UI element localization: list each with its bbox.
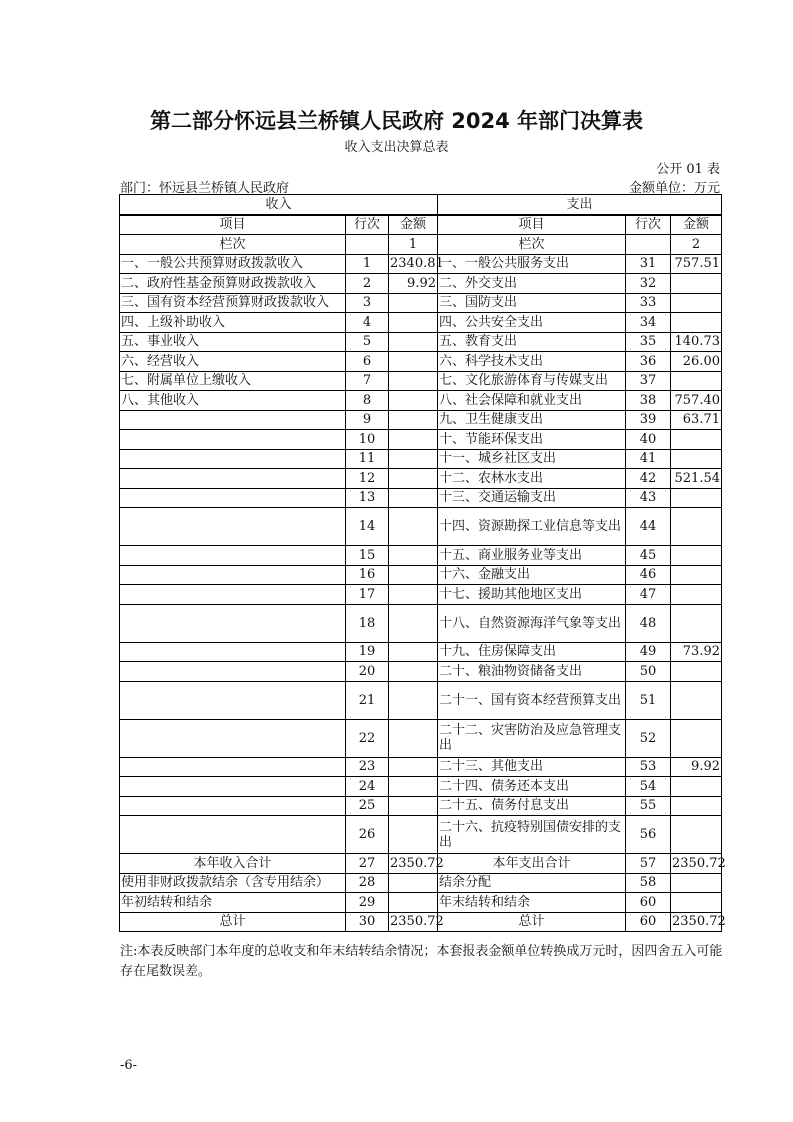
- income-item-cell: 一、一般公共预算财政拨款收入: [120, 254, 346, 274]
- income-amount-cell: [389, 430, 438, 450]
- expense-rowno-cell: 56: [626, 816, 671, 854]
- page-number: -6-: [120, 1058, 138, 1073]
- table-row: [120, 469, 722, 489]
- expense-item-cell: 十六、金融支出: [438, 565, 626, 585]
- form-number: 公开 01 表: [656, 162, 720, 177]
- table-row: [120, 430, 722, 450]
- expense-item-cell: 一、一般公共服务支出: [438, 254, 626, 274]
- income-amount-cell: [389, 469, 438, 489]
- income-rowno-cell: 23: [346, 757, 389, 777]
- expense-item-cell: 二十四、债务还本支出: [438, 777, 626, 797]
- expense-item-cell: 十二、农林水支出: [438, 469, 626, 489]
- expense-item-cell: 五、教育支出: [438, 332, 626, 352]
- expense-item-cell: 三、国防支出: [438, 293, 626, 313]
- expense-amount-cell: [671, 293, 722, 313]
- expense-item-cell: 十五、商业服务业等支出: [438, 546, 626, 566]
- section-header-row: [120, 195, 722, 215]
- income-rowno-cell: 25: [346, 796, 389, 816]
- income-amount-cell: [389, 410, 438, 430]
- income-amount-cell: [389, 332, 438, 352]
- income-amount-cell: [389, 681, 438, 719]
- income-item-cell: 六、经营收入: [120, 352, 346, 372]
- income-column-label: 栏次: [120, 235, 346, 255]
- expense-rowno-cell: 50: [626, 662, 671, 682]
- income-item-cell: [120, 430, 346, 450]
- expense-item-cell: 十、节能环保支出: [438, 430, 626, 450]
- table-row: [120, 912, 722, 932]
- expense-item-cell: 八、社会保障和就业支出: [438, 391, 626, 411]
- income-item-cell: 年初结转和结余: [120, 893, 346, 913]
- income-amount-cell: [389, 662, 438, 682]
- table-row: [120, 274, 722, 294]
- table-row: [120, 371, 722, 391]
- expense-rowno-cell: 35: [626, 332, 671, 352]
- expense-rowno-cell: 33: [626, 293, 671, 313]
- income-rowno-cell: 5: [346, 332, 389, 352]
- column-header-row: [120, 215, 722, 235]
- expense-item-cell: 十九、住房保障支出: [438, 642, 626, 662]
- income-rowno-cell: 24: [346, 777, 389, 797]
- expense-item-cell: 四、公共安全支出: [438, 313, 626, 333]
- income-item-cell: 八、其他收入: [120, 391, 346, 411]
- income-rowno-cell: 29: [346, 893, 389, 913]
- table-row: [120, 488, 722, 508]
- income-amount-cell: [389, 816, 438, 854]
- expense-amount-header: 金额: [671, 215, 722, 235]
- expense-amount-cell: 757.51: [671, 254, 722, 274]
- expense-rowno-cell: 44: [626, 508, 671, 546]
- income-item-cell: [120, 585, 346, 605]
- income-rowno-cell: 13: [346, 488, 389, 508]
- expense-rowno-cell: 58: [626, 873, 671, 893]
- income-item-cell: [120, 488, 346, 508]
- expense-amount-cell: [671, 371, 722, 391]
- expense-amount-cell: 2350.72: [671, 912, 722, 932]
- expense-amount-cell: [671, 274, 722, 294]
- income-rowno-cell: 28: [346, 873, 389, 893]
- income-item-cell: [120, 662, 346, 682]
- expense-rowno-cell: 45: [626, 546, 671, 566]
- income-rowno-cell: 11: [346, 449, 389, 469]
- expense-column-label: 栏次: [438, 235, 626, 255]
- expense-section-header: 支出: [438, 195, 722, 215]
- expense-amount-cell: [671, 681, 722, 719]
- expense-item-cell: 本年支出合计: [438, 854, 626, 874]
- expense-item-cell: 十三、交通运输支出: [438, 488, 626, 508]
- income-rowno-cell: 17: [346, 585, 389, 605]
- table-row: [120, 854, 722, 874]
- income-item-cell: [120, 469, 346, 489]
- expense-rowno-cell: 34: [626, 313, 671, 333]
- income-item-cell: [120, 410, 346, 430]
- income-item-cell: [120, 681, 346, 719]
- income-amount-cell: [389, 719, 438, 757]
- income-amount-cell: [389, 371, 438, 391]
- expense-rowno-cell: 38: [626, 391, 671, 411]
- income-rowno-cell: 22: [346, 719, 389, 757]
- income-column-blank: [346, 235, 389, 255]
- expense-amount-cell: [671, 604, 722, 642]
- income-item-cell: [120, 816, 346, 854]
- expense-amount-cell: [671, 816, 722, 854]
- income-amount-cell: [389, 546, 438, 566]
- expense-item-cell: 结余分配: [438, 873, 626, 893]
- page-title: 第二部分怀远县兰桥镇人民政府 2024 年部门决算表: [149, 109, 644, 133]
- expense-rowno-cell: 42: [626, 469, 671, 489]
- expense-rowno-cell: 41: [626, 449, 671, 469]
- income-item-cell: [120, 777, 346, 797]
- income-amount-cell: 9.92: [389, 274, 438, 294]
- expense-rowno-header: 行次: [626, 215, 671, 235]
- income-amount-cell: 2340.81: [389, 254, 438, 274]
- expense-item-cell: 九、卫生健康支出: [438, 410, 626, 430]
- expense-item-cell: 二十一、国有资本经营预算支出: [438, 681, 626, 719]
- income-item-cell: [120, 719, 346, 757]
- expense-amount-cell: 9.92: [671, 757, 722, 777]
- expense-rowno-cell: 43: [626, 488, 671, 508]
- expense-amount-cell: [671, 719, 722, 757]
- expense-item-cell: 七、文化旅游体育与传媒支出: [438, 371, 626, 391]
- expense-rowno-cell: 48: [626, 604, 671, 642]
- expense-rowno-cell: 55: [626, 796, 671, 816]
- income-item-cell: 七、附属单位上缴收入: [120, 371, 346, 391]
- expense-amount-cell: [671, 565, 722, 585]
- expense-amount-cell: 521.54: [671, 469, 722, 489]
- expense-item-cell: 二十六、抗疫特别国债安排的支出: [438, 816, 626, 854]
- income-amount-cell: [389, 873, 438, 893]
- income-amount-cell: [389, 642, 438, 662]
- table-row: [120, 642, 722, 662]
- income-amount-cell: [389, 585, 438, 605]
- expense-item-cell: 六、科学技术支出: [438, 352, 626, 372]
- income-item-cell: [120, 449, 346, 469]
- income-item-cell: 总计: [120, 912, 346, 932]
- department-label: 部门：怀远县兰桥镇人民政府: [120, 181, 290, 196]
- table-subtitle: 收入支出决算总表: [344, 140, 449, 155]
- expense-rowno-cell: 57: [626, 854, 671, 874]
- table-row: [120, 391, 722, 411]
- expense-rowno-cell: 52: [626, 719, 671, 757]
- expense-item-cell: 二十三、其他支出: [438, 757, 626, 777]
- income-amount-cell: [389, 757, 438, 777]
- expense-item-cell: 十四、资源勘探工业信息等支出: [438, 508, 626, 546]
- table-row: [120, 757, 722, 777]
- table-row: [120, 546, 722, 566]
- expense-rowno-cell: 60: [626, 912, 671, 932]
- income-column-index: 1: [389, 235, 438, 255]
- expense-item-cell: 二十二、灾害防治及应急管理支出: [438, 719, 626, 757]
- expense-amount-cell: [671, 488, 722, 508]
- expense-column-blank: [626, 235, 671, 255]
- table-row: [120, 352, 722, 372]
- expense-amount-cell: 757.40: [671, 391, 722, 411]
- income-item-cell: 三、国有资本经营预算财政拨款收入: [120, 293, 346, 313]
- expense-item-cell: 二十、粮油物资储备支出: [438, 662, 626, 682]
- table-row: [120, 332, 722, 352]
- income-rowno-cell: 8: [346, 391, 389, 411]
- expense-amount-cell: [671, 585, 722, 605]
- expense-amount-cell: 63.71: [671, 410, 722, 430]
- expense-item-cell: 二、外交支出: [438, 274, 626, 294]
- footnote: 注:本表反映部门本年度的总收支和年末结转结余情况；本套报表金额单位转换成万元时，因四舍五入可能存在尾数误差。: [120, 944, 723, 979]
- income-amount-cell: [389, 293, 438, 313]
- income-amount-cell: [389, 352, 438, 372]
- income-rowno-cell: 19: [346, 642, 389, 662]
- income-amount-cell: [389, 604, 438, 642]
- income-rowno-cell: 10: [346, 430, 389, 450]
- income-amount-cell: [389, 893, 438, 913]
- expense-amount-cell: [671, 449, 722, 469]
- expense-rowno-cell: 37: [626, 371, 671, 391]
- expense-amount-cell: [671, 796, 722, 816]
- expense-amount-cell: 26.00: [671, 352, 722, 372]
- table-row: [120, 449, 722, 469]
- income-rowno-cell: 20: [346, 662, 389, 682]
- expense-rowno-cell: 40: [626, 430, 671, 450]
- income-item-cell: 四、上级补助收入: [120, 313, 346, 333]
- income-amount-cell: [389, 565, 438, 585]
- expense-rowno-cell: 54: [626, 777, 671, 797]
- income-amount-header: 金额: [389, 215, 438, 235]
- table-row: [120, 816, 722, 854]
- income-amount-cell: [389, 313, 438, 333]
- expense-rowno-cell: 32: [626, 274, 671, 294]
- income-item-cell: 五、事业收入: [120, 332, 346, 352]
- income-amount-cell: [389, 449, 438, 469]
- expense-rowno-cell: 49: [626, 642, 671, 662]
- income-item-cell: 使用非财政拨款结余（含专用结余）: [120, 873, 346, 893]
- income-rowno-cell: 18: [346, 604, 389, 642]
- table-row: [120, 410, 722, 430]
- income-item-cell: [120, 642, 346, 662]
- expense-item-cell: 年末结转和结余: [438, 893, 626, 913]
- expense-amount-cell: [671, 893, 722, 913]
- expense-amount-cell: 2350.72: [671, 854, 722, 874]
- income-rowno-cell: 14: [346, 508, 389, 546]
- table-row: [120, 893, 722, 913]
- income-expense-table: [119, 194, 726, 932]
- table-row: [120, 565, 722, 585]
- income-item-cell: [120, 796, 346, 816]
- income-item-cell: [120, 565, 346, 585]
- income-item-cell: [120, 757, 346, 777]
- expense-amount-cell: [671, 430, 722, 450]
- expense-rowno-cell: 39: [626, 410, 671, 430]
- income-rowno-cell: 4: [346, 313, 389, 333]
- expense-column-index: 2: [671, 235, 722, 255]
- income-rowno-cell: 16: [346, 565, 389, 585]
- income-rowno-cell: 27: [346, 854, 389, 874]
- table-row: [120, 662, 722, 682]
- expense-rowno-cell: 36: [626, 352, 671, 372]
- income-item-cell: 二、政府性基金预算财政拨款收入: [120, 274, 346, 294]
- income-rowno-cell: 9: [346, 410, 389, 430]
- income-rowno-cell: 21: [346, 681, 389, 719]
- income-rowno-cell: 6: [346, 352, 389, 372]
- income-section-header: 收入: [120, 195, 438, 215]
- expense-rowno-cell: 60: [626, 893, 671, 913]
- expense-rowno-cell: 53: [626, 757, 671, 777]
- expense-rowno-cell: 51: [626, 681, 671, 719]
- income-item-header: 项目: [120, 215, 346, 235]
- table-row: [120, 313, 722, 333]
- expense-item-cell: 十七、援助其他地区支出: [438, 585, 626, 605]
- expense-amount-cell: [671, 313, 722, 333]
- column-index-row: [120, 235, 722, 255]
- income-rowno-cell: 26: [346, 816, 389, 854]
- expense-amount-cell: [671, 546, 722, 566]
- income-rowno-cell: 1: [346, 254, 389, 274]
- expense-amount-cell: 73.92: [671, 642, 722, 662]
- income-amount-cell: [389, 796, 438, 816]
- income-amount-cell: [389, 391, 438, 411]
- expense-item-cell: 二十五、债务付息支出: [438, 796, 626, 816]
- table-row: [120, 873, 722, 893]
- expense-rowno-cell: 47: [626, 585, 671, 605]
- income-rowno-cell: 7: [346, 371, 389, 391]
- expense-amount-cell: [671, 662, 722, 682]
- expense-item-cell: 十一、城乡社区支出: [438, 449, 626, 469]
- income-rowno-cell: 3: [346, 293, 389, 313]
- expense-item-cell: 十八、自然资源海洋气象等支出: [438, 604, 626, 642]
- table-row: [120, 293, 722, 313]
- expense-amount-cell: 140.73: [671, 332, 722, 352]
- income-amount-cell: [389, 508, 438, 546]
- income-amount-cell: 2350.72: [389, 854, 438, 874]
- expense-amount-cell: [671, 508, 722, 546]
- expense-rowno-cell: 31: [626, 254, 671, 274]
- expense-amount-cell: [671, 777, 722, 797]
- expense-amount-cell: [671, 873, 722, 893]
- income-amount-cell: [389, 777, 438, 797]
- income-rowno-cell: 15: [346, 546, 389, 566]
- income-amount-cell: 2350.72: [389, 912, 438, 932]
- income-item-cell: [120, 604, 346, 642]
- income-amount-cell: [389, 488, 438, 508]
- income-item-cell: 本年收入合计: [120, 854, 346, 874]
- income-rowno-header: 行次: [346, 215, 389, 235]
- table-row: [120, 254, 722, 274]
- amount-unit-label: 金额单位：万元: [628, 181, 720, 196]
- table-row: [120, 604, 722, 642]
- expense-item-header: 项目: [438, 215, 626, 235]
- income-rowno-cell: 2: [346, 274, 389, 294]
- income-rowno-cell: 12: [346, 469, 389, 489]
- table-row: [120, 585, 722, 605]
- expense-rowno-cell: 46: [626, 565, 671, 585]
- table-row: [120, 777, 722, 797]
- income-item-cell: [120, 546, 346, 566]
- table-row: [120, 508, 722, 546]
- expense-item-cell: 总计: [438, 912, 626, 932]
- table-row: [120, 719, 722, 757]
- table-row: [120, 681, 722, 719]
- income-rowno-cell: 30: [346, 912, 389, 932]
- income-item-cell: [120, 508, 346, 546]
- table-row: [120, 796, 722, 816]
